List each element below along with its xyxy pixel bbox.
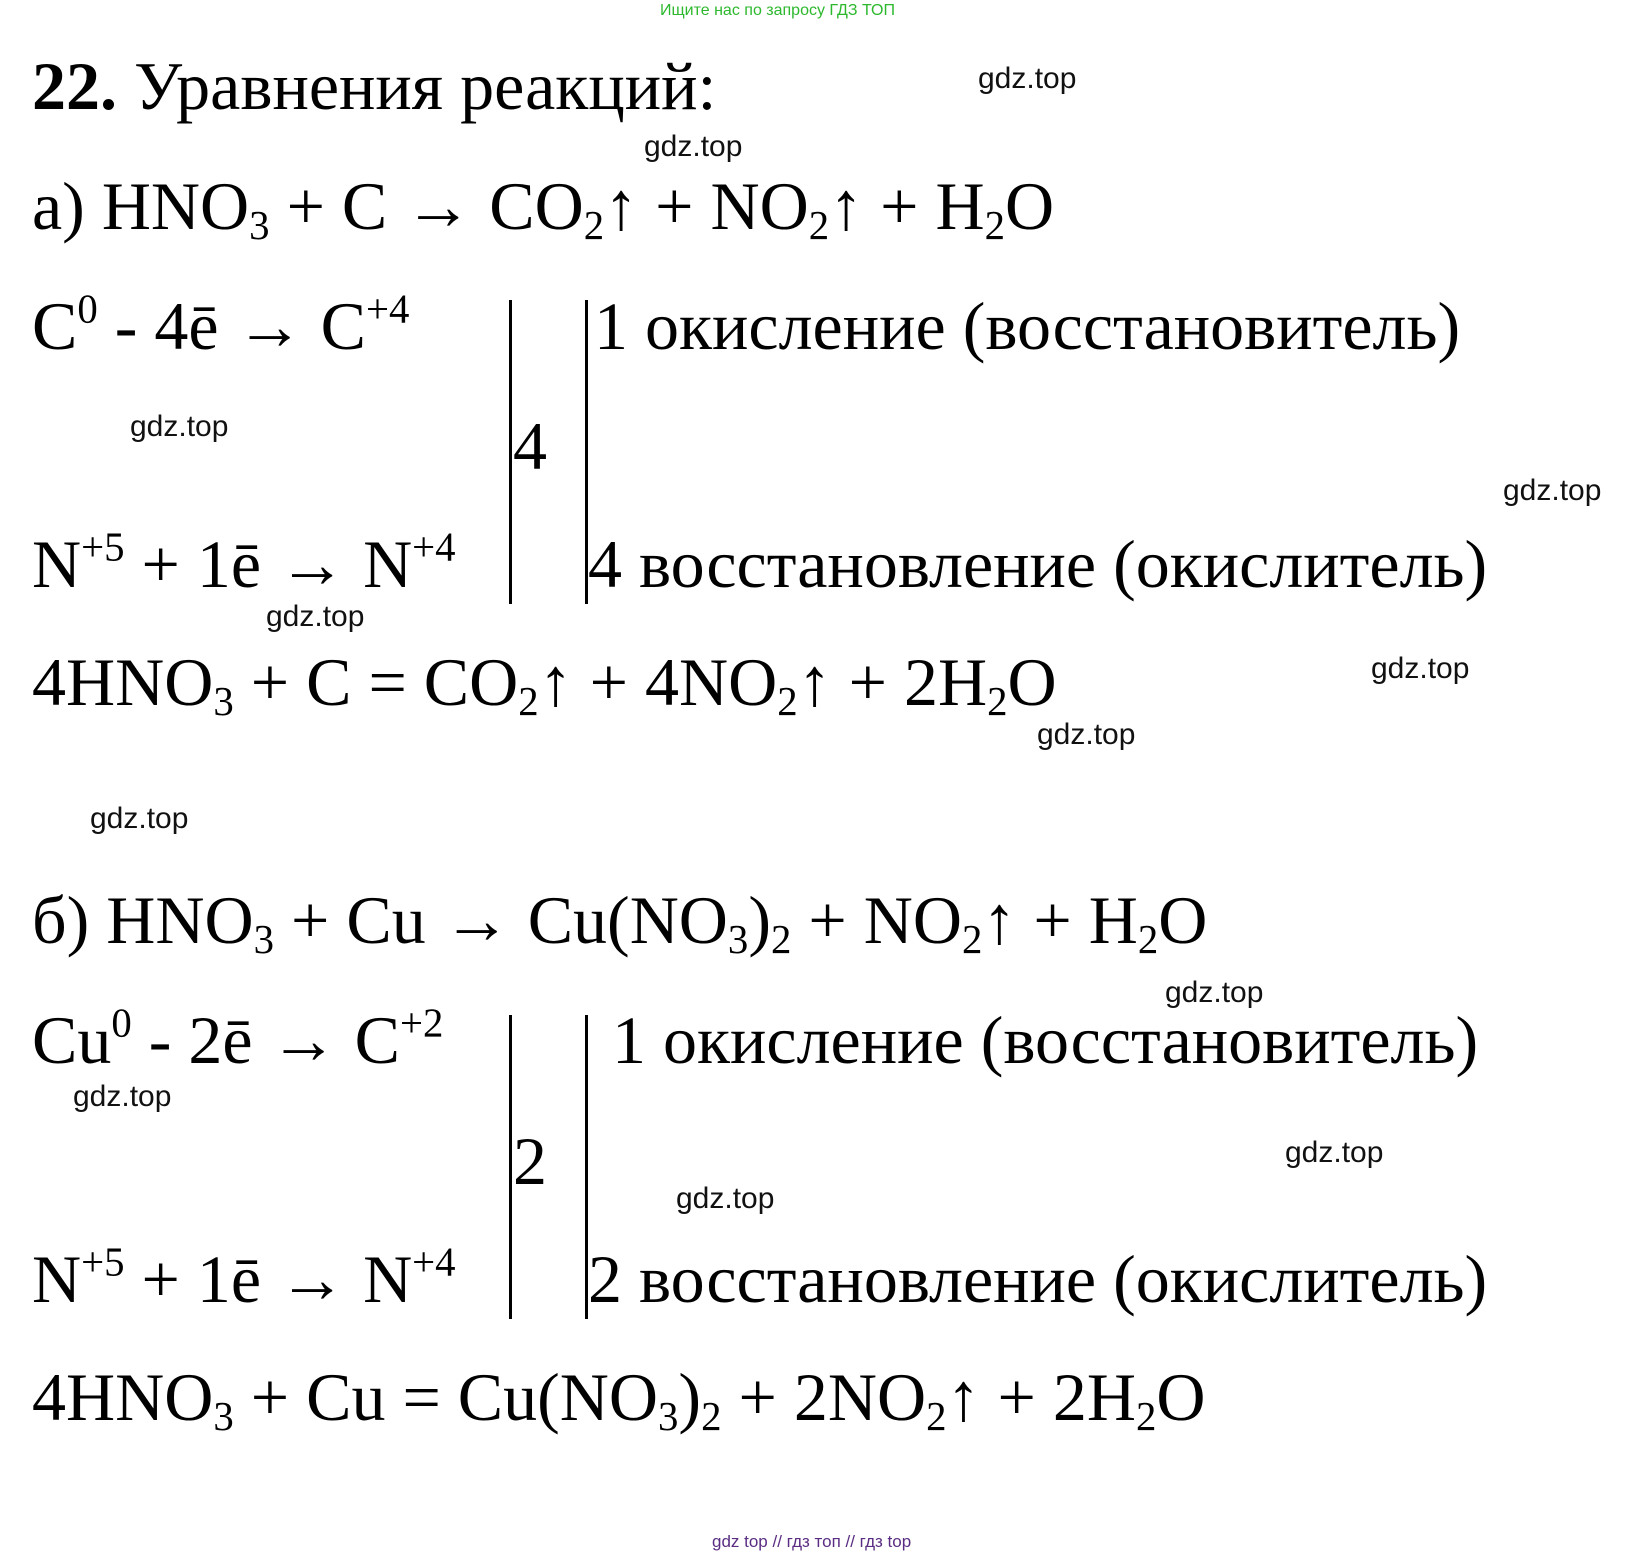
subscript: 2: [701, 1394, 722, 1440]
electron-transfer: - 2ē → C: [131, 1002, 400, 1078]
subscript: 2: [926, 1394, 947, 1440]
oxidation-state: +5: [81, 524, 125, 570]
watermark: gdz.top: [73, 1080, 172, 1113]
watermark: gdz.top: [266, 600, 365, 633]
subscript: 2: [518, 679, 539, 725]
element-symbol: C: [32, 288, 78, 364]
formula-text: + C → CO: [269, 168, 584, 244]
electron-transfer: + 1ē → N: [124, 526, 413, 602]
element-symbol: N: [32, 1241, 82, 1317]
formula-text: ↑ + H: [982, 882, 1138, 958]
formula-text: ): [748, 882, 771, 958]
formula-text: + Cu → Cu(NO: [273, 882, 728, 958]
formula-text: HNO: [101, 168, 250, 244]
oxidation-state: 0: [111, 1000, 132, 1046]
part-b-reduction-note: [588, 1241, 1488, 1317]
oxidation-state: +5: [81, 1239, 125, 1285]
element-symbol: N: [32, 526, 82, 602]
formula-text: ↑ + 4NO: [538, 644, 778, 720]
formula-text: ↑ + 2H: [797, 644, 988, 720]
subscript: 2: [770, 917, 792, 963]
subscript: 2: [808, 203, 830, 249]
subscript: 2: [984, 203, 1005, 249]
subscript: 2: [987, 679, 1008, 725]
exercise-heading: [32, 48, 717, 124]
oxidation-state: +4: [365, 286, 410, 332]
part-b-oxidation-note: [612, 1002, 1479, 1078]
part-a-lcm: 4: [513, 408, 547, 484]
subscript: 2: [961, 917, 983, 963]
part-a-reduction-note: [588, 526, 1488, 602]
oxidation-state: 0: [77, 286, 98, 332]
balance-divider-left: [509, 1015, 512, 1319]
formula-text: + C = CO: [233, 644, 519, 720]
watermark: gdz.top: [676, 1182, 775, 1215]
watermark: gdz.top: [90, 802, 189, 835]
formula-text: O: [1158, 882, 1208, 958]
watermark: gdz.top: [1165, 976, 1264, 1009]
formula-text: HNO: [106, 882, 254, 958]
process-description: восстановление (окислитель): [639, 526, 1488, 602]
exercise-title: Уравнения реакций:: [134, 48, 717, 124]
part-a-oxidation-note: [594, 288, 1461, 364]
oxidation-state: +2: [399, 1000, 444, 1046]
subscript: 3: [658, 1394, 679, 1440]
electron-transfer: + 1ē → N: [124, 1241, 413, 1317]
process-description: окисление (восстановитель): [645, 288, 1461, 364]
process-description: окисление (восстановитель): [663, 1002, 1479, 1078]
formula-text: ↑ + 2H: [946, 1359, 1136, 1435]
part-a-scheme: [32, 168, 1055, 249]
watermark: gdz.top: [1371, 652, 1470, 685]
watermark: gdz.top: [1503, 474, 1602, 507]
electron-transfer: - 4ē → C: [97, 288, 366, 364]
part-b-scheme: [32, 882, 1208, 963]
part-b-balanced-equation: [32, 1359, 1206, 1440]
top-search-link[interactable]: Ищите нас по запросу ГДЗ ТОП: [660, 2, 895, 19]
element-symbol: Cu: [32, 1002, 112, 1078]
part-b-lcm: 2: [513, 1123, 547, 1199]
subscript: 3: [727, 917, 749, 963]
part-b-label: б): [32, 882, 90, 958]
coefficient: 4: [588, 526, 622, 602]
oxidation-state: +4: [412, 1239, 456, 1285]
coefficient: 1: [594, 288, 628, 364]
footer-links[interactable]: gdz top // гдз топ // гдз top: [712, 1532, 912, 1551]
part-a-balanced-equation: [32, 644, 1057, 725]
watermark: gdz.top: [644, 130, 743, 163]
subscript: 2: [583, 203, 605, 249]
formula-text: + Cu = Cu(NO: [233, 1359, 659, 1435]
coefficient: 1: [612, 1002, 646, 1078]
oxidation-state: +4: [412, 524, 456, 570]
watermark: gdz.top: [130, 410, 229, 443]
subscript: 3: [249, 203, 270, 249]
balance-divider-left: [509, 300, 512, 604]
part-b-half-reduction: [32, 1239, 456, 1317]
subscript: 2: [777, 679, 798, 725]
subscript: 3: [213, 1394, 234, 1440]
formula-text: + 2NO: [721, 1359, 927, 1435]
coefficient: 2: [588, 1241, 622, 1317]
exercise-number: 22.: [32, 48, 117, 124]
formula-text: 4HNO: [32, 1359, 214, 1435]
watermark: gdz.top: [978, 62, 1077, 95]
formula-text: 4HNO: [32, 644, 214, 720]
formula-text: + NO: [791, 882, 962, 958]
subscript: 3: [213, 679, 234, 725]
formula-text: ): [678, 1359, 702, 1435]
formula-text: O: [1156, 1359, 1206, 1435]
part-a-half-reduction: [32, 524, 456, 602]
formula-text: ↑ + NO: [604, 168, 809, 244]
subscript: 3: [253, 917, 274, 963]
formula-text: O: [1005, 168, 1055, 244]
part-a-half-oxidation: [32, 286, 410, 364]
part-b-half-oxidation: [32, 1000, 444, 1078]
formula-text: ↑ + H: [829, 168, 985, 244]
process-description: восстановление (окислитель): [639, 1241, 1488, 1317]
watermark: gdz.top: [1285, 1136, 1384, 1169]
subscript: 2: [1137, 917, 1159, 963]
formula-text: O: [1007, 644, 1057, 720]
watermark: gdz.top: [1037, 718, 1136, 751]
subscript: 2: [1135, 1394, 1157, 1440]
part-a-label: а): [32, 168, 85, 244]
